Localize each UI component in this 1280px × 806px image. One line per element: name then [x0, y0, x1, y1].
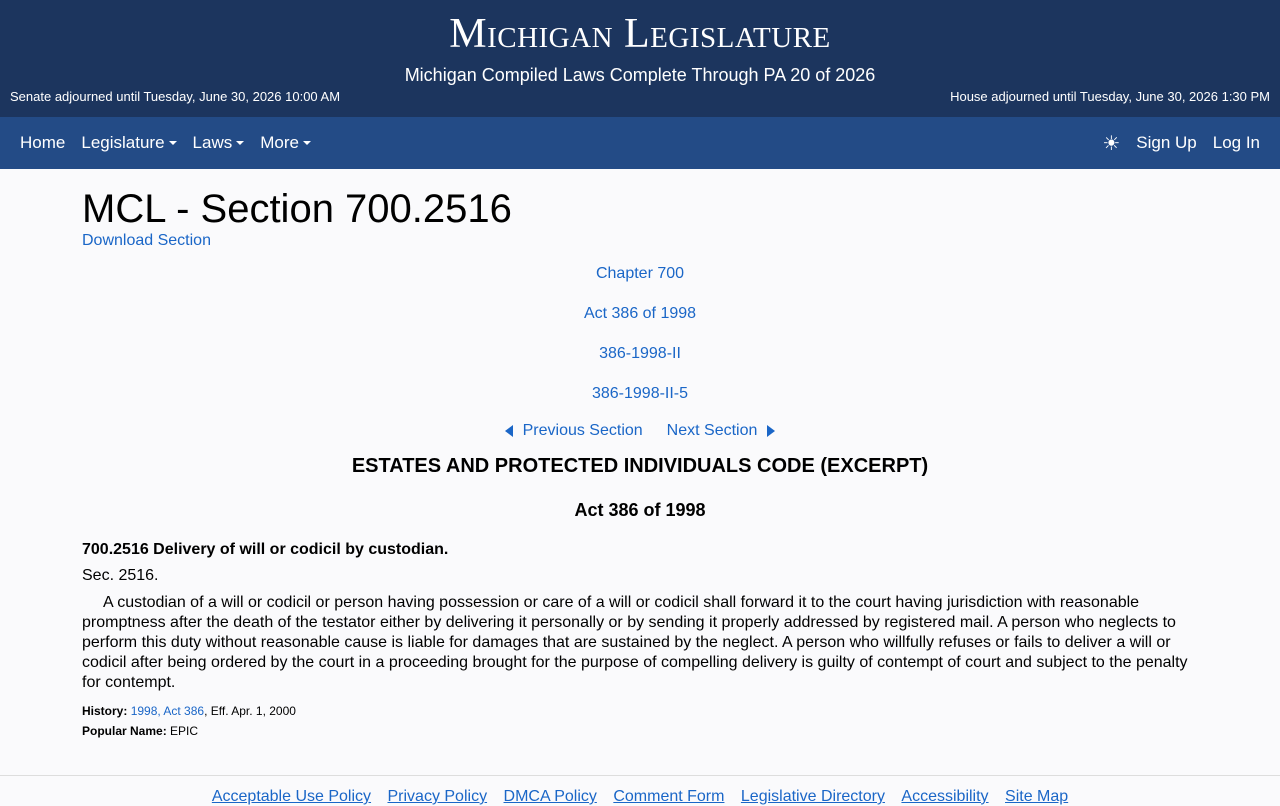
next-section-label: Next Section [666, 422, 758, 439]
nav-more-dropdown[interactable] [260, 133, 311, 153]
download-section-link[interactable]: Download Section [82, 232, 211, 249]
history-effective: , Eff. Apr. 1, 2000 [204, 704, 296, 718]
history-line [82, 701, 1198, 721]
caret-down-icon [169, 141, 177, 145]
triangle-left-icon [505, 425, 513, 437]
nav-legislature-dropdown[interactable] [81, 133, 176, 153]
main-content [0, 169, 1280, 741]
nav-more-label: More [260, 133, 299, 152]
footer-accessibility-link[interactable]: Accessibility [901, 788, 989, 805]
site-title[interactable]: Michigan Legislature [449, 11, 831, 57]
footer-comment-link[interactable]: Comment Form [613, 788, 725, 805]
popular-name-line [82, 721, 1198, 741]
footer-acceptable-use-link[interactable]: Acceptable Use Policy [211, 788, 372, 805]
caret-down-icon [303, 141, 311, 145]
history-label: History: [82, 704, 128, 718]
history-act-link[interactable]: 1998, Act 386 [130, 704, 205, 718]
sun-icon[interactable]: ☀ [1102, 132, 1121, 155]
section-number: Sec. 2516. [82, 567, 159, 584]
nav-laws-dropdown[interactable] [193, 133, 245, 153]
site-footer [0, 775, 1280, 806]
section-meta [82, 701, 1198, 741]
main-navbar [0, 117, 1280, 169]
site-header [0, 0, 1280, 117]
act-subtitle: Act 386 of 1998 [574, 500, 706, 520]
caret-down-icon [236, 141, 244, 145]
next-section-link[interactable] [667, 422, 776, 440]
breadcrumb [82, 264, 1198, 404]
previous-section-label: Previous Section [522, 422, 643, 439]
act-title: ESTATES AND PROTECTED INDIVIDUALS CODE (EXCERPT) [351, 455, 929, 477]
popular-name-label: Popular Name: [82, 724, 167, 738]
footer-privacy-link[interactable]: Privacy Policy [387, 788, 488, 805]
nav-right [1102, 117, 1280, 169]
section-heading: 700.2516 Delivery of will or codicil by custodian. [82, 541, 449, 558]
section-body: A custodian of a will or codicil or person having possession or care of a will or codicil shall forward it to the court having jurisdiction with reasonable promptness after the death of the testator either by delivering it personally or by sending it properly addressed by registered mail. A person who neglects to perform this duty without reasonable cause is liable for damages that are sustained by the neglect. A person who willfully refuses or fails to deliver a will or codicil after being ordered by the court in a proceeding brought for the purpose of compelling delivery is guilty of contempt of court and subject to the penalty for contempt. [82, 594, 1188, 691]
popular-name-value: EPIC [170, 724, 199, 738]
nav-home[interactable]: Home [20, 133, 66, 152]
senate-status: Senate adjourned until Tuesday, June 30, 2026 10:00 AM [10, 89, 341, 104]
crumb-article[interactable]: 386-1998-II [599, 345, 681, 362]
nav-laws-label: Laws [192, 133, 233, 152]
house-status: House adjourned until Tuesday, June 30, 2026 1:30 PM [950, 89, 1270, 104]
footer-sitemap-link[interactable]: Site Map [1005, 788, 1069, 805]
footer-directory-link[interactable]: Legislative Directory [740, 788, 885, 805]
page-title: MCL - Section 700.2516 [82, 187, 512, 231]
crumb-chapter[interactable]: Chapter 700 [595, 265, 685, 282]
crumb-act[interactable]: Act 386 of 1998 [583, 305, 697, 322]
nav-legislature-label: Legislature [81, 133, 165, 152]
site-subtitle: Michigan Compiled Laws Complete Through PA 20 of 2026 [404, 65, 876, 85]
nav-left [0, 117, 327, 169]
section-pagination [82, 422, 1198, 440]
triangle-right-icon [767, 425, 775, 437]
sign-up-link[interactable]: Sign Up [1136, 133, 1197, 152]
log-in-link[interactable]: Log In [1212, 133, 1260, 152]
crumb-part[interactable]: 386-1998-II-5 [591, 385, 689, 402]
previous-section-link[interactable] [505, 422, 643, 440]
footer-dmca-link[interactable]: DMCA Policy [503, 788, 597, 805]
